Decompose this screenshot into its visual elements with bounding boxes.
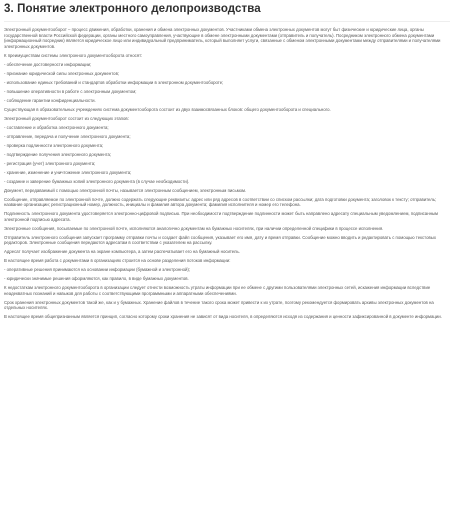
paragraph: Срок хранения электронных документов такой же, как и у бумажных. Хранение файлов в течение такого срока может привести к их утрате, поэтому рекомендуется формировать архивы электронных документов на отдельных носителях.: [4, 299, 434, 311]
list-item: - признание юридической силы электронных документов;: [4, 70, 120, 76]
list-item: - регистрация (учет) электронного документа;: [4, 160, 96, 166]
article-body: [4, 27, 450, 323]
paragraph: Электронный документооборот – процесс движения, обработки, хранения и обмена электронных документов. Участниками обмена электронных документов могут быт физические и юридические лица, органы государственной власти Российской федерации, органы местного самоуправления, участвующие в обмене электронными документами (отправитель и получатель). Посредником электронного обмена документами (информационный посредник) является юридическое лицо или индивидуальный предприниматель, который выполняет услуги, связанные с обменом электронными документами между отправителями и получателями электронных документов.: [4, 27, 441, 49]
paragraph: Сообщение, отправляемое по электронной почте, должно содержать следующие реквизиты: адрес или ряд адресов в соответствии со списком рассылки; дата подготовки документа; заголовок к тексту; отправитель; название организации; регистрационный номер, должность, инициалы и фамилия автора документа; фамилия исполнителя и номер его телефона.: [4, 196, 437, 208]
paragraph: В настоящее время работа с документами в организациях строится на основе разделения потоков информации:: [4, 258, 231, 264]
list-item: - отправление, передача и получение электронного документа;: [4, 133, 131, 139]
title-divider: [4, 21, 450, 22]
paragraph: Электронные сообщения, посылаемые по электронной почте, исполняются аналогично документам на бумажных носителях, при наличии определенной специфики в процессе исполнения.: [4, 225, 384, 231]
paragraph: Отправитель электронного сообщения запускает программу отправки почты и создает файл сообщения, указывает его имя, дату и время отправки. Сообщение можно вводить и редактировать с помощью текстовых редакторов. Электронные сообщения передаются адресатам в соответствии с указателем на рассылку.: [4, 234, 437, 246]
list-item: - составление и обработка электронного документа;: [4, 124, 109, 130]
list-item: - хранение, изменение и уничтожение электронного документа;: [4, 169, 132, 175]
list-item: - подтверждение получения электронного документа;: [4, 151, 112, 157]
paragraph: В настоящее время общепризнанным является принцип, согласно которому сроки хранения не зависят от вида носителя, в определяются исходя из содержания и ценности зафиксированной в документе информации.: [4, 314, 442, 320]
paragraph: Документ, передаваемый с помощью электронной почты, называется электронным сообщением, электронным письмом.: [4, 187, 247, 193]
list-item: - создание и заверение бумажных копий электронного документа (в случае необходимости).: [4, 178, 190, 184]
list-item: - повышение оперативности в работе с электронным документом;: [4, 88, 137, 94]
paragraph: Электронный документооборот состоит из следующих этапов:: [4, 115, 129, 121]
list-item: - юридически значимые решения оформляются, как правило, в виде бумажных документов.: [4, 276, 189, 282]
paragraph: К преимуществам системы электронного документооборота относят:: [4, 52, 143, 58]
paragraph: Существующая в образовательных учреждениях система документооборота состоит из двух взаимосвязанных блоков: общего документооборота и специального.: [4, 106, 331, 112]
list-item: - соблюдение гарантии конфиденциальности.: [4, 97, 96, 103]
list-item: - проверка подлинности электронного документа;: [4, 142, 104, 148]
paragraph: Подлинность электронного документа удостоверяется электронно-цифровой подписью. При необходимости подтверждение подлинности может быть направлено адресату специальным уведомлением, подписанным электронной подписью адресата.: [4, 211, 438, 222]
section-title: 3. Понятие электронного делопроизводства: [4, 3, 261, 15]
paragraph: Адресат получает изображение документа на экране компьютера, а затем распечатывает его на бумажный носитель.: [4, 249, 240, 255]
list-item: - обеспечение достоверности информации;: [4, 61, 92, 67]
list-item: - оперативные решения принимаются на основании информации (бумажной и электронной);: [4, 267, 191, 273]
paragraph: К недостаткам электронного документооборота в организации следует отнести возможность утраты информации при ее обмене с другими пользователями электронных сетей, искажения информации вследствие неадекватных познаний и навыков для работы с соответствующими программными и аппаратными обеспечениями.: [4, 285, 431, 296]
list-item: - использование единых требований и стандартов обработки информации в электронном документообороте;: [4, 79, 224, 85]
